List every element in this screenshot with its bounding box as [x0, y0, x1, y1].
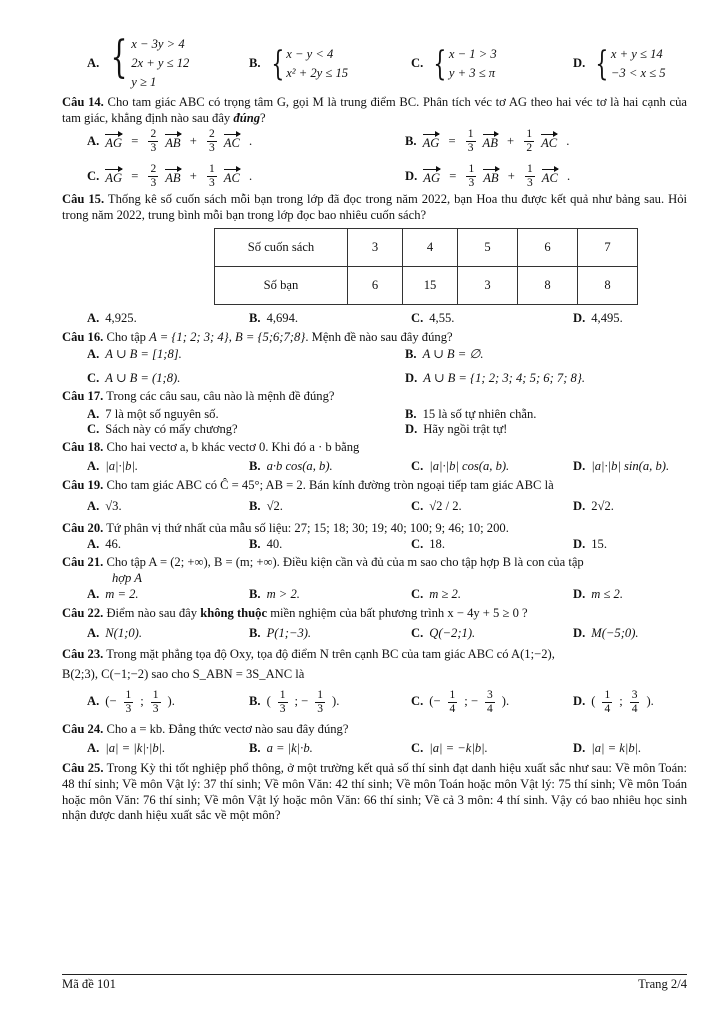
page-footer	[62, 974, 687, 993]
q14-option-c: C. AG = $\frac{2}{3}$ AB + $\frac{1}{3}$ AC .	[87, 163, 253, 190]
question-23: Câu 23. Trong mặt phẳng tọa độ Oxy, tọa độ điểm N trên cạnh BC của tam giác ABC có A(1;−2), B(2;3), C(−1;−2) sao cho S_ABN = 3S_ANC là A. (− $\frac{1}{3}$ ; $\frac{1}{3}$ ). B. ( $\frac{1}{3}$ ; − $\frac{1}{3}$ ). C. (− $\frac{1}{4}$ ; − $\frac{3}{4}$ ). D. ( $\frac{1}{4}$ ; $\frac{3}{4}$ ).	[62, 647, 687, 715]
question-19: Câu 19. Cho tam giác ABC có Ĉ = 45°; AB = 2. Bán kính đường tròn ngoại tiếp tam giác ABC là A. √3. B. √2. C. √2 / 2. D. 2√2.	[62, 478, 687, 515]
question-20: Câu 20. Tứ phân vị thứ nhất của mẫu số liệu: 27; 15; 18; 30; 19; 40; 100; 9; 46; 10; 200. A. 46. B. 40. C. 18. D. 15.	[62, 521, 687, 552]
q20-options: A. 46. B. 40. C. 18. D. 15.	[87, 536, 607, 551]
q19-options: A. √3. B. √2. C. √2 / 2. D. 2√2.	[87, 499, 614, 514]
q14-options	[87, 128, 687, 190]
q13-option-c: C. { x − 1 > 3 y + 3 ≤ π	[411, 43, 497, 84]
q18-options: A. |a|·|b|. B. a·b cos(a, b). C. |a|·|b| cos(a, b). D. |a|·|b| sin(a, b).	[87, 458, 670, 473]
question-18: Câu 18. Cho hai vectơ a, b khác vectơ 0. Khi đó a · b bằng A. |a|·|b|. B. a·b cos(a, b). C. |a|·|b| cos(a, b). D. |a|·|b| sin(a, b).	[62, 440, 687, 474]
q14-option-d: D. AG = $\frac{1}{3}$ AB + $\frac{1}{3}$ AC .	[405, 163, 571, 190]
exam-code: Mã đề 101	[62, 977, 116, 991]
q13-options	[87, 32, 687, 92]
question-21: Câu 21. Cho tập A = (2; +∞), B = (m; +∞). Điều kiện cần và đủ của m sao cho tập hợp B là con của tập hợp A A. m = 2. B. m > 2. C. m ≥ 2. D. m ≤ 2.	[62, 555, 687, 602]
q14-option-a: A. AG = $\frac{2}{3}$ AB + $\frac{2}{3}$ AC .	[87, 128, 253, 155]
page-number: Trang 2/4	[638, 977, 687, 991]
q13-option-b: B. { x − y < 4 x² + 2y ≤ 15	[249, 43, 349, 84]
q13-option-a: A. { x − 3y > 4 2x + y ≤ 12 y ≥ 1	[87, 32, 190, 89]
question-17: Câu 17. Trong các câu sau, câu nào là mệnh đề đúng? A. 7 là một số nguyên số. B. 15 là số tự nhiên chẵn. C. Sách này có mấy chương? D. Hãy ngồi trật tự!	[62, 389, 687, 438]
q22-options: A. N(1;0). B. P(1;−3). C. Q(−2;1). D. M(−5;0).	[87, 626, 639, 641]
question-15: Câu 15. Thống kê số cuốn sách mỗi bạn trong lớp đã đọc trong năm 2022, bạn Hoa thu được kết quả như bảng sau. Hỏi trong năm 2022, trung bình mỗi bạn trong lớp đọc bao nhiêu cuốn sách? Số cuốn sách 3 4 5 6 7 Số bạn 6 15 3 8 8 A. 4,925. B. 4,694. C. 4,55. D. 4,495.	[62, 192, 688, 325]
q21-options: A. m = 2. B. m > 2. C. m ≥ 2. D. m ≤ 2.	[87, 586, 623, 601]
q15-options: A. 4,925. B. 4,694. C. 4,55. D. 4,495.	[87, 310, 623, 325]
question-24: Câu 24. Cho a = kb. Đẳng thức vectơ nào sau đây đúng? A. |a| = |k|·|b|. B. a = |k|·b. C. |a| = −k|b|. D. |a| = k|b|.	[62, 722, 687, 757]
q17-options: A. 7 là một số nguyên số. B. 15 là số tự nhiên chẵn. C. Sách này có mấy chương? D. Hãy ngồi trật tự!	[87, 406, 537, 437]
table-row: Số bạn 6 15 3 8 8	[215, 266, 638, 304]
frequency-table	[214, 228, 638, 305]
question-14: Câu 14. Cho tam giác ABC có trọng tâm G, gọi M là trung điểm BC. Phân tích véc tơ AG theo hai véc tơ là hai cạnh của tam giác, khẳng định nào sau đây đúng? A. AG = $\frac{2}{3}$ AB + $\frac{2}{3}$ AC . B. AG = $\frac{1}{3}$ AB + $\frac{1}{2}$ AC . C. AG = $\frac{2}{3}$ AB + $\frac{1}{3}$ AC . D. AG = $\frac{1}{3}$ AB + $\frac{1}{3}$ AC .	[62, 95, 687, 190]
question-22: Câu 22. Điểm nào sau đây không thuộc miền nghiệm của bất phương trình x − 4y + 5 ≥ 0 ? A. N(1;0). B. P(1;−3). C. Q(−2;1). D. M(−5;0).	[62, 606, 687, 642]
q24-options: A. |a| = |k|·|b|. B. a = |k|·b. C. |a| = −k|b|. D. |a| = k|b|.	[87, 741, 642, 756]
table-row: Số cuốn sách 3 4 5 6 7	[215, 228, 638, 266]
question-16: Câu 16. Cho tập A = {1; 2; 3; 4}, B = {5;6;7;8}. Mệnh đề nào sau đây đúng? A. A ∪ B = [1;8]. B. A ∪ B = ∅. C. A ∪ B = (1;8). D. A ∪ B = {1; 2; 3; 4; 5; 6; 7; 8}.	[62, 330, 687, 387]
q23-options: A. (− $\frac{1}{3}$ ; $\frac{1}{3}$ ). B. ( $\frac{1}{3}$ ; − $\frac{1}{3}$ ). C. (− $\frac{1}{4}$ ; − $\frac{3}{4}$ ). D. ( $\frac{1}{4}$ ; $\frac{3}{4}$ ).	[87, 688, 654, 715]
q13-option-d: D. { x + y ≤ 14 −3 < x ≤ 5	[573, 43, 666, 84]
q16-options: A. A ∪ B = [1;8]. B. A ∪ B = ∅. C. A ∪ B = (1;8). D. A ∪ B = {1; 2; 3; 4; 5; 6; 7; 8}.	[87, 347, 586, 386]
q14-option-b: B. AG = $\frac{1}{3}$ AB + $\frac{1}{2}$ AC .	[405, 128, 570, 155]
question-25: Câu 25. Trong Kỳ thi tốt nghiệp phổ thông, ở một trường kết quả số thí sinh đạt danh hiệu xuất sắc như sau: Về môn Toán: 48 thí sinh; Về môn Vật lý: 37 thí sinh; Về môn Văn: 42 thí sinh; Về môn Toán hoặc môn Vật lý: 75 thí sinh; Về môn Toán hoặc môn Văn: 76 thí sinh; Về môn Vật lý hoặc môn Văn: 66 thí sinh; Về cả 3 môn: 4 thí sinh. Vậy có bao nhiêu học sinh nhận được danh hiệu xuất sắc về một môn?	[62, 761, 687, 823]
